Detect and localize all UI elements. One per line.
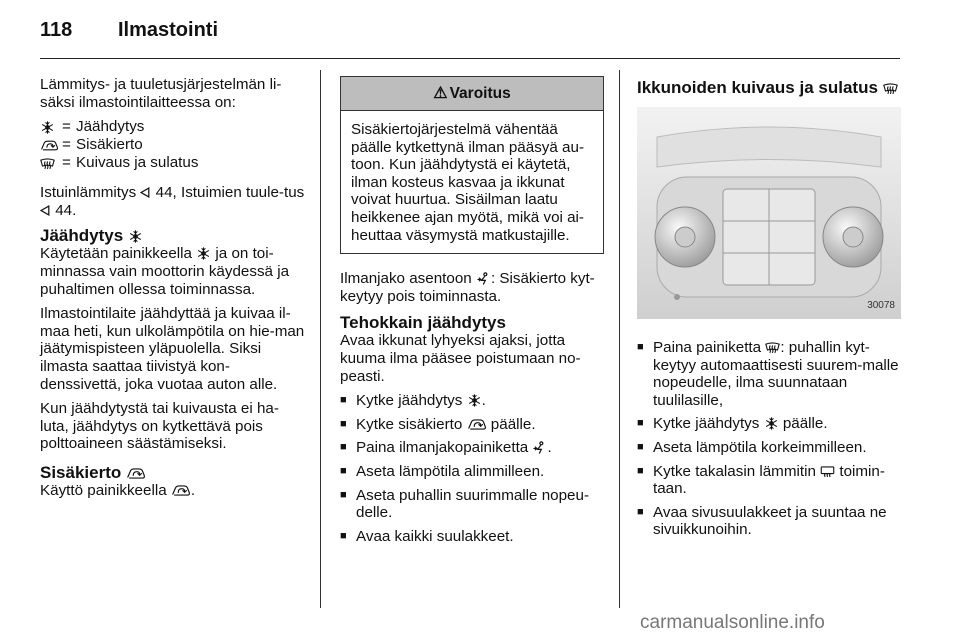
list-item: ■ Avaa kaikki suulakkeet. bbox=[340, 528, 604, 546]
header-rule bbox=[40, 58, 900, 59]
defrost-heading: Ikkunoiden kuivaus ja sulatus bbox=[637, 78, 901, 97]
list-item: ■ Kytke jäähdytys . bbox=[340, 392, 604, 410]
legend-row-cooling: = Jäähdytys bbox=[40, 118, 306, 136]
list-item: ■ Kytke takalasin lämmitin toimin-taan. bbox=[637, 463, 901, 498]
column-divider-1 bbox=[320, 70, 321, 608]
efficient-cooling-heading: Tehokkain jäähdytys bbox=[340, 313, 506, 333]
list-item: ■ Aseta puhallin suurimmalle nopeu-delle. bbox=[340, 487, 604, 522]
cooling-paragraph-2: Ilmastointilaite jäähdyttää ja kuivaa il-maa heti, kun ulkolämpötila on hie-man jäätymispisteen yläpuolella. Siksi ilmasta saattaa tiivistyä kon-denssivettä, joka vuotaa auton alle. bbox=[40, 305, 305, 393]
column-2 bbox=[340, 76, 604, 551]
list-item: ■ Avaa sivusuulakkeet ja suuntaa ne sivuikkunoihin. bbox=[637, 504, 901, 539]
warning-title: Varoitus bbox=[449, 84, 511, 102]
cooling-paragraph-3: Kun jäähdytystä tai kuivausta ei ha-luta, jäähdytys on kytkettävä pois polttoaineen säästämiseksi. bbox=[40, 400, 279, 453]
cooling-heading: Jäähdytys bbox=[40, 226, 306, 245]
column-1 bbox=[40, 76, 306, 507]
efficient-cooling-intro: Avaa ikkunat lyhyeksi ajaksi, jotta kuuma ilma pääsee poistumaan no-peasti. bbox=[340, 332, 581, 385]
airflow-note: Ilmanjako asentoon : Sisäkierto kyt-keytyy pois toiminnasta. bbox=[340, 270, 595, 305]
control-panel-illustration bbox=[637, 107, 901, 319]
chapter-title: Ilmastointi bbox=[118, 19, 219, 41]
windscreen-defrost-icon bbox=[883, 82, 898, 95]
recirculation-icon bbox=[467, 418, 487, 431]
warning-box bbox=[340, 76, 604, 254]
column-divider-2 bbox=[619, 70, 620, 608]
list-item: ■ Aseta lämpötila korkeimmilleen. bbox=[637, 439, 901, 457]
list-item: ■ Aseta lämpötila alimmilleen. bbox=[340, 463, 604, 481]
list-item: ■ Paina ilmanjakopainiketta . bbox=[340, 439, 604, 457]
snowflake-icon bbox=[128, 230, 143, 243]
snowflake-icon bbox=[467, 394, 482, 407]
rear-window-heater-icon bbox=[820, 465, 835, 478]
cooling-paragraph-1: Käytetään painikkeella ja on toi-minnassa vain moottorin käydessä ja puhaltimen ollessa toiminnassa. bbox=[40, 245, 290, 298]
legend-row-recirculation: = Sisäkierto bbox=[40, 136, 306, 154]
page-ref-arrow-icon bbox=[40, 205, 51, 216]
legend-label: Jäähdytys bbox=[76, 118, 145, 136]
warning-triangle-icon: ⚠ bbox=[433, 84, 448, 102]
warning-text: Sisäkiertojärjestelmä vähentää päälle kytkettynä ilman pääsyä au-toon. Kun jäähdytystä ei käytetä, ilman kosteus kasvaa ja ikkunat voivat huurtua. Sisäilman laatu heikkenee ajan myötä, mikä voi ai-heuttaa väsymystä matkustajille. bbox=[351, 121, 585, 244]
legend-label: Sisäkierto bbox=[76, 136, 143, 154]
list-item: ■ Kytke sisäkierto päälle. bbox=[340, 416, 604, 434]
recirculation-icon bbox=[40, 139, 62, 152]
snowflake-icon bbox=[196, 247, 211, 260]
list-item: ■ Kytke jäähdytys päälle. bbox=[637, 415, 901, 433]
seat-reference: Istuinlämmitys 44, Istuimien tuule-tus 44. bbox=[40, 184, 305, 219]
page-ref-arrow-icon bbox=[140, 187, 151, 198]
climate-control-panel-image bbox=[637, 107, 901, 319]
snowflake-icon bbox=[764, 417, 779, 430]
page-header bbox=[40, 14, 900, 58]
warning-header bbox=[341, 77, 603, 111]
intro-text: Lämmitys- ja tuuletusjärjestelmän li-säksi ilmastointilaitteessa on: bbox=[40, 76, 282, 111]
image-reference-number: 30078 bbox=[867, 300, 895, 312]
icon-legend bbox=[40, 118, 306, 172]
legend-row-defrost: = Kuivaus ja sulatus bbox=[40, 154, 306, 172]
air-distribution-icon bbox=[532, 441, 547, 454]
windscreen-defrost-icon bbox=[765, 341, 780, 354]
legend-label: Kuivaus ja sulatus bbox=[76, 154, 199, 172]
recirculation-icon bbox=[171, 484, 191, 497]
list-item: ■ Paina painiketta : puhallin kyt-keytyy automaattisesti suurem-malle nopeudelle, ilma suunnataan tuulilasille, bbox=[637, 339, 901, 409]
page-number: 118 bbox=[40, 19, 73, 41]
recirculation-paragraph: Käyttö painikkeella . bbox=[40, 481, 196, 499]
windscreen-defrost-icon bbox=[40, 157, 62, 170]
recirculation-heading: Sisäkierto bbox=[40, 463, 306, 482]
snowflake-icon bbox=[40, 121, 62, 134]
watermark: carmanualsonline.info bbox=[640, 612, 825, 633]
recirculation-icon bbox=[126, 467, 146, 480]
column-3 bbox=[637, 76, 901, 545]
air-distribution-icon bbox=[476, 272, 491, 285]
